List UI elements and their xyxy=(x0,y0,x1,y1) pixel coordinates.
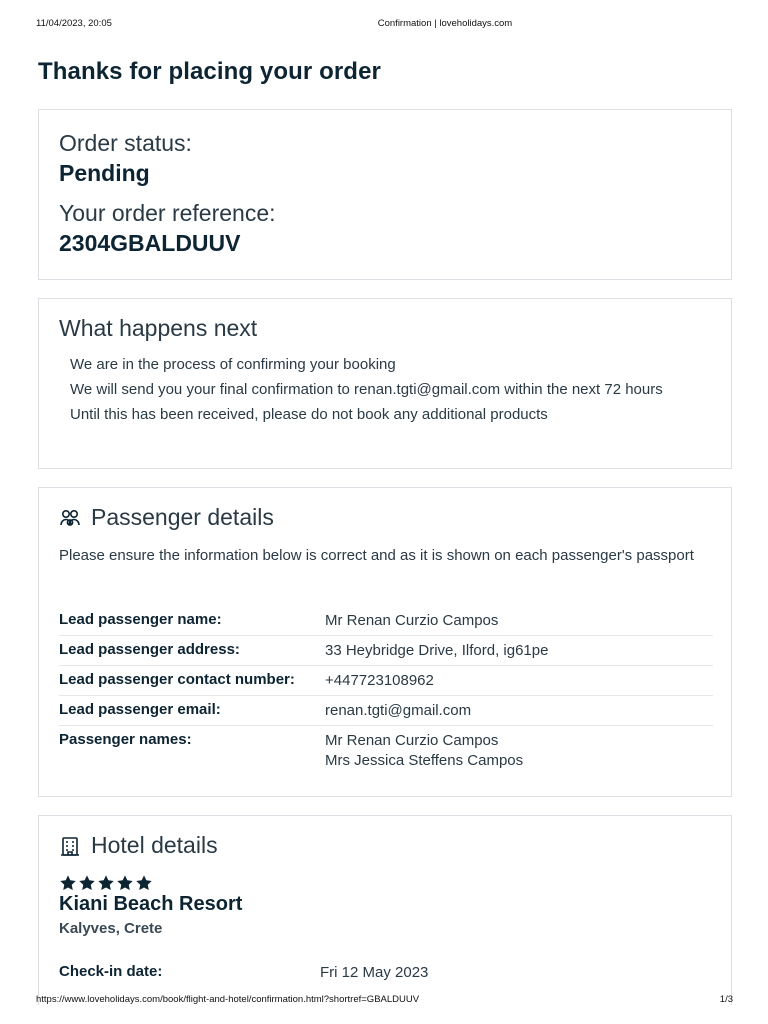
row-value: 33 Heybridge Drive, Ilford, ig61pe xyxy=(325,642,549,659)
order-status-card xyxy=(38,109,732,280)
table-row xyxy=(59,696,713,726)
next-step-item: Until this has been received, please do not book any additional products xyxy=(70,406,548,423)
row-label: Lead passenger contact number: xyxy=(59,671,295,688)
passenger-details-card xyxy=(38,487,732,797)
table-row xyxy=(59,726,713,776)
what-happens-next-title: What happens next xyxy=(59,315,258,341)
next-steps-list xyxy=(70,355,710,430)
hotel-location: Kalyves, Crete xyxy=(59,920,163,937)
row-value xyxy=(325,731,523,771)
hotel-details-header xyxy=(59,832,218,859)
print-page-number: 1/3 xyxy=(719,994,733,1005)
star-icon xyxy=(59,874,77,892)
print-header xyxy=(0,18,768,30)
print-doc-title: Confirmation | loveholidays.com xyxy=(377,18,513,29)
order-status-value: Pending xyxy=(59,160,150,186)
passenger-details-intro: Please ensure the information below is correct and as it is shown on each passenger's passport xyxy=(59,547,694,564)
order-status-label: Order status: xyxy=(59,130,192,156)
hotel-details-card xyxy=(38,815,732,1005)
row-label: Lead passenger name: xyxy=(59,611,222,628)
next-step-item: We are in the process of confirming your booking xyxy=(70,356,396,373)
passenger-details-table xyxy=(59,606,713,776)
passenger-name: Mrs Jessica Steffens Campos xyxy=(325,752,524,769)
hotel-name: Kiani Beach Resort xyxy=(59,893,243,915)
passengers-icon xyxy=(59,507,81,529)
order-reference-value: 2304GBALDUUV xyxy=(59,230,241,256)
row-value: Fri 12 May 2023 xyxy=(320,964,429,981)
row-value: +447723108962 xyxy=(325,672,434,689)
table-row xyxy=(59,636,713,666)
next-step-item: We will send you your final confirmation to renan.tgti@gmail.com within the next 72 hours xyxy=(70,381,663,398)
star-icon xyxy=(78,874,96,892)
star-icon xyxy=(116,874,134,892)
print-date: 11/04/2023, 20:05 xyxy=(36,18,112,29)
table-row xyxy=(59,606,713,636)
row-value: Mr Renan Curzio Campos xyxy=(325,612,499,629)
row-label: Passenger names: xyxy=(59,731,192,748)
row-label: Check-in date: xyxy=(59,963,163,980)
table-row xyxy=(59,962,699,992)
hotel-star-rating xyxy=(59,874,153,892)
hotel-details-table xyxy=(59,962,699,992)
row-label: Lead passenger address: xyxy=(59,641,240,658)
passenger-details-title: Passenger details xyxy=(91,504,274,530)
star-icon xyxy=(135,874,153,892)
hotel-details-title: Hotel details xyxy=(91,832,218,858)
what-happens-next-card xyxy=(38,298,732,469)
print-url: https://www.loveholidays.com/book/flight-and-hotel/confirmation.html?shortref=GBALDUUV xyxy=(36,994,420,1005)
star-icon xyxy=(97,874,115,892)
row-value: renan.tgti@gmail.com xyxy=(325,702,472,719)
row-label: Lead passenger email: xyxy=(59,701,221,718)
order-reference-label: Your order reference: xyxy=(59,200,276,226)
passenger-details-header xyxy=(59,504,274,531)
passenger-name: Mr Renan Curzio Campos xyxy=(325,732,499,749)
page-title: Thanks for placing your order xyxy=(38,58,381,85)
hotel-icon xyxy=(59,835,81,857)
table-row xyxy=(59,666,713,696)
